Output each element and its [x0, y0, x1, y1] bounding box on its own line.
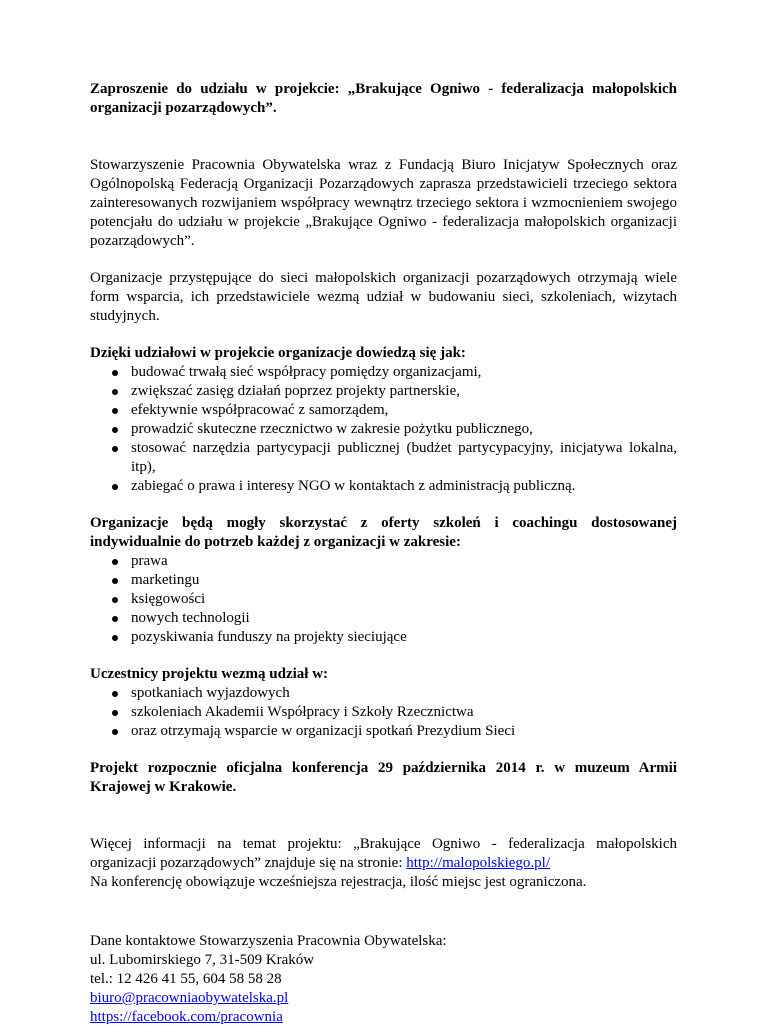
intro-paragraph: Stowarzyszenie Pracownia Obywatelska wraz z Fundacją Biuro Inicjatyw Społecznych oraz Ogólnopolską Federacją Organizacji Pozarządowych zaprasza przedstawicieli trzeciego sektora zainteresowanych rozwijaniem współpracy wewnątrz trzeciego sektora i wzmocnieniem swojego potencjału do udziału w projekcie „Brakujące Ogniwo - federalizacja małopolskich organizacji pozarządowych”. — [90, 157, 677, 249]
section-learn-list — [90, 363, 677, 496]
list-item: prowadzić skuteczne rzecznictwo w zakresie pożytku publicznego, — [90, 420, 677, 439]
list-item: spotkaniach wyjazdowych — [90, 684, 677, 703]
section-training-heading: Organizacje będą mogły skorzystać z oferty szkoleń i coachingu dostosowanej indywidualnie do potrzeb każdej z organizacji w zakresie: — [90, 515, 677, 550]
contact-block — [90, 932, 677, 1027]
section-training-list — [90, 552, 677, 647]
list-item: zabiegać o prawa i interesy NGO w kontaktach z administracją publiczną. — [90, 477, 677, 496]
list-item: budować trwałą sieć współpracy pomiędzy organizacjami, — [90, 363, 677, 382]
contact-phone: tel.: 12 426 41 55, 604 58 58 28 — [90, 971, 282, 987]
list-item: zwiększać zasięg działań poprzez projekty partnerskie, — [90, 382, 677, 401]
list-item: nowych technologii — [90, 609, 677, 628]
list-item: stosować narzędzia partycypacji publicznej (budżet partycypacyjny, inicjatywa lokalna, itp), — [90, 439, 677, 477]
conference-announcement: Projekt rozpocznie oficjalna konferencja 29 października 2014 r. w muzeum Armii Krajowej w Krakowie. — [90, 760, 677, 795]
contact-address: ul. Lubomirskiego 7, 31-509 Kraków — [90, 952, 315, 968]
list-item: marketingu — [90, 571, 677, 590]
contact-heading: Dane kontaktowe Stowarzyszenia Pracownia Obywatelska: — [90, 933, 447, 949]
section-participants-list — [90, 684, 677, 741]
registration-note: Na konferencję obowiązuje wcześniejsza rejestracja, ilość miejsc jest ograniczona. — [90, 874, 587, 890]
list-item: szkoleniach Akademii Współpracy i Szkoły Rzecznictwa — [90, 703, 677, 722]
list-item: pozyskiwania funduszy na projekty sieciujące — [90, 628, 677, 647]
list-item: prawa — [90, 552, 677, 571]
document-title: Zaproszenie do udziału w projekcie: „Brakujące Ogniwo - federalizacja małopolskich organizacji pozarządowych”. — [90, 81, 677, 116]
more-info-text: Więcej informacji na temat projektu: „Brakujące Ogniwo - federalizacja małopolskich organizacji pozarządowych” znajduje się na stronie: — [90, 836, 677, 871]
project-website-link[interactable]: http://malopolskiego.pl/ — [406, 855, 551, 871]
list-item: efektywnie współpracować z samorządem, — [90, 401, 677, 420]
contact-email-link[interactable]: biuro@pracowniaobywatelska.pl — [90, 990, 289, 1006]
section-participants-heading: Uczestnicy projektu wezmą udział w: — [90, 666, 329, 682]
list-item: księgowości — [90, 590, 677, 609]
contact-facebook-link[interactable]: https://facebook.com/pracownia — [90, 1009, 283, 1025]
list-item: oraz otrzymają wsparcie w organizacji spotkań Prezydium Sieci — [90, 722, 677, 741]
section-learn-heading: Dzięki udziałowi w projekcie organizacje dowiedzą się jak: — [90, 345, 466, 361]
support-paragraph: Organizacje przystępujące do sieci małopolskich organizacji pozarządowych otrzymają wiele form wsparcia, ich przedstawiciele wezmą udział w budowaniu sieci, szkoleniach, wizytach studyjnych. — [90, 270, 677, 324]
document-page — [90, 80, 677, 1027]
more-info-paragraph — [90, 835, 677, 892]
